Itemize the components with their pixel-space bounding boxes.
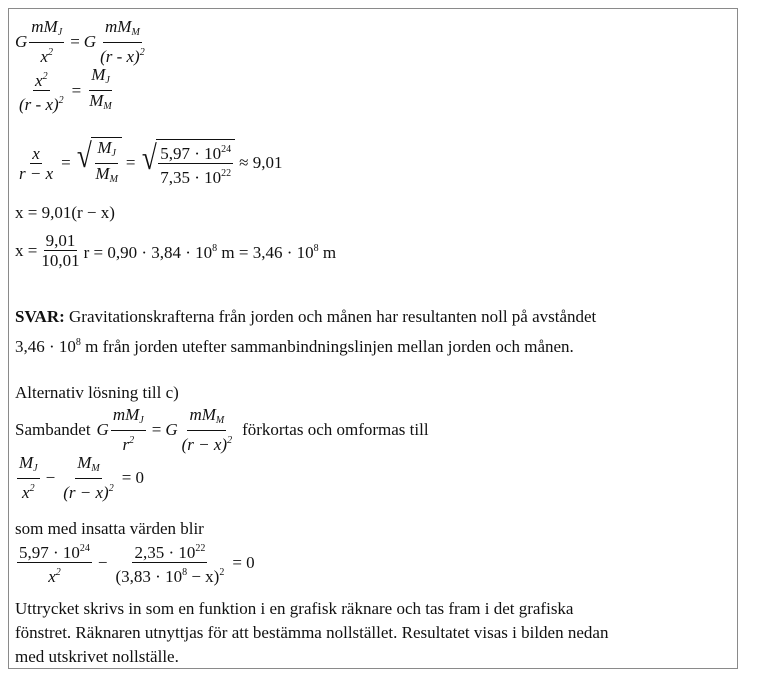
alt-intro-num1: mM [112,405,140,424]
eq3-vnum-exp: 24 [221,144,232,155]
eq3-sden: M [95,164,110,183]
eq5-end: m [318,242,337,262]
eq3-vden: 7,35 · 10 [160,168,222,187]
eq6-den1: x [22,483,30,502]
eq2-sub2: J [105,75,110,86]
eq5-den: 10,01 [41,251,80,270]
eq2-den1: (r - x) [19,95,59,114]
equation-3 [15,137,286,189]
eq7-den2-exp1: 8 [182,567,188,578]
eq1-sub2: M [131,27,140,38]
eq6-num1: M [19,453,34,472]
alt-intro-den2-exp: 2 [227,435,233,446]
eq6-minus: − [45,467,56,487]
eq1-den1: x [40,47,48,66]
eq2-frac-left [17,67,66,114]
eq2-sub3: M [103,101,112,112]
eq1-num2: mM [104,17,132,36]
answer-text-2: m från jorden utefter sammanbindningslinjen mellan jorden och månen. [80,337,574,356]
eq1-frac-left [29,17,64,66]
eq3-ssub2: M [109,174,118,185]
eq3-equals: = [61,153,71,172]
alt-intro-sub1: J [139,415,144,426]
eq6-num2: M [77,453,92,472]
eq2-frac-right [87,65,114,116]
eq5-exp2: 8 [313,242,319,254]
eq5-num: 9,01 [45,231,76,250]
equation-4: x = 9,01(r − x) [15,203,115,222]
equation-1 [15,17,149,66]
eq7-num2-exp: 22 [195,543,206,554]
eq2-den1-exp: 2 [58,95,64,106]
alt-paragraph-line-2: fönstret. Räknaren utnyttjas för att bestämma nollstället. Resultatet visas i bilden nedan [15,623,609,642]
alt-intro-den1: r [122,435,130,454]
eq3-snum: M [97,138,112,157]
eq1-G: G [15,31,28,51]
eq1-num1: mM [31,17,58,36]
eq1-equals: = [70,31,80,51]
alt-intro-den1-exp: 2 [129,435,135,446]
alt-intro-num2: mM [189,405,216,424]
eq1-den1-exp: 2 [48,47,53,58]
eq5-rhs: r = 0,90 · 3,84 · 10 [83,242,213,262]
eq2-num1-exp: 2 [42,71,48,82]
eq7-den2-exp2: 2 [219,567,225,578]
eq3-ssub1: J [111,148,116,159]
eq1-frac-right [98,17,147,66]
alt-intro-G: G [96,419,109,439]
alt-values-text: som med insatta värden blir [15,519,204,538]
alt-intro-equals: = [151,419,162,439]
eq1-den2: (r - x) [100,47,140,66]
eq5-mid: m = 3,46 · 10 [217,242,314,262]
alt-intro-post: förkortas och omformas till [242,419,429,439]
eq5-frac [39,231,81,270]
eq3-sqrt-symbolic [75,137,122,189]
equation-5 [15,231,336,270]
answer-line-1 [15,305,596,329]
eq7-den1: x [48,567,56,586]
eq3-vden-exp: 22 [221,168,232,179]
eq6-den2-exp: 2 [108,483,114,494]
equation-2 [15,65,116,116]
eq5-lhs: x = [15,240,38,260]
solution-box [8,8,738,669]
alt-heading: Alternativ lösning till c) [15,383,179,402]
eq7-num2: 2,35 · 10 [134,543,196,562]
answer-label: SVAR: [15,307,65,326]
eq3-approx: ≈ 9,01 [239,153,283,172]
alt-paragraph-line-1: Uttrycket skrivs in som en funktion i en grafisk räknare och tas fram i det grafiska [15,599,574,618]
eq2-den2: M [89,91,104,110]
answer-text-1: Gravitationskrafterna från jorden och månen har resultanten noll på avståndet [64,307,597,326]
eq6-rhs: = 0 [121,467,145,487]
alt-paragraph-line-3: med utskrivet nollställe. [15,647,179,666]
eq3-den1: r − x [19,163,54,183]
radical-sign-icon: √ [76,138,92,175]
eq3-num1: x [32,143,40,163]
eq5-exp1: 8 [212,242,218,254]
equation-7 [15,539,259,586]
eq7-den2-pre: (3,83 · 10 [115,567,183,586]
alt-intro-sub2: M [215,415,225,426]
eq6-den2: (r − x) [63,483,109,502]
eq7-rhs: = 0 [232,552,255,572]
eq2-equals: = [71,80,82,100]
alt-intro [15,405,429,454]
answer-exp: 8 [75,337,81,348]
answer-value: 3,46 · 10 [15,337,76,356]
eq3-equals-2: = [125,153,136,172]
eq7-minus: − [97,552,108,572]
eq3-sqrt-values [140,139,236,187]
eq2-num1: x [35,71,43,90]
alt-intro-den2: (r − x) [181,435,228,454]
eq7-den1-exp: 2 [55,567,61,578]
eq7-num1-exp: 24 [79,543,90,554]
eq6-den1-exp: 2 [29,483,35,494]
eq2-num2: M [91,65,106,84]
eq7-den2-post: − x) [187,567,220,586]
eq1-den2-exp: 2 [139,47,145,58]
radical-sign-icon: √ [141,140,157,177]
eq1-sub1: J [57,27,63,38]
eq6-sub2: M [91,463,100,474]
answer-line-2 [15,331,574,359]
eq1-G2: G [83,31,97,51]
eq3-vnum: 5,97 · 10 [160,144,222,163]
alt-intro-pre: Sambandet [15,419,91,439]
equation-6 [15,453,148,502]
alt-intro-G2: G [165,419,178,439]
eq7-num1: 5,97 · 10 [19,543,80,562]
eq3-frac-left [17,144,55,183]
eq6-sub1: J [33,463,38,474]
